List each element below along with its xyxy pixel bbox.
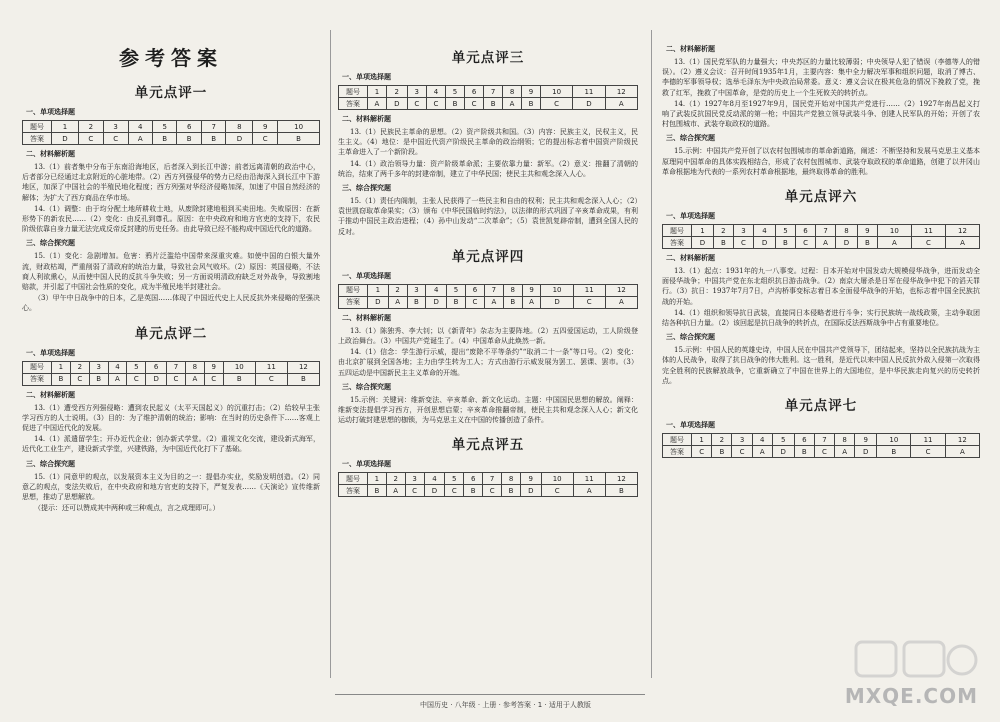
- question-number: 3: [405, 473, 424, 485]
- question-number: 11: [255, 361, 287, 373]
- table-header: 答案: [339, 98, 368, 110]
- answer-cell: B: [447, 296, 466, 308]
- question-number: 8: [226, 121, 253, 133]
- section-heading: 三、综合探究题: [342, 184, 391, 193]
- question-number: 7: [166, 361, 185, 373]
- question-number: 11: [573, 86, 605, 98]
- number-row: [23, 121, 320, 133]
- answer-paragraph: 14.（1）调整：由于均分配土地所耕收土地，从废除封建地租到买卖田地。失败原因：在新形势下的新农民……（2）变化：由反孔到尊孔。原因：在中央政府和地方官吏的支持下，农民阶级依靠自身力量无法完成反帝反封建的历史任务。由此导致已经不能构成中国近代化的道路。: [22, 204, 320, 234]
- section-heading: 二、材料解析题: [342, 313, 391, 322]
- answer-cell: C: [795, 237, 815, 249]
- question-number: 4: [128, 121, 152, 133]
- question-number: 3: [103, 121, 128, 133]
- table-header: 答案: [663, 237, 692, 249]
- answer-cell: C: [465, 296, 484, 308]
- answer-cell: C: [70, 373, 89, 385]
- question-number: 10: [541, 284, 573, 296]
- question-number: 8: [186, 361, 205, 373]
- column-divider: [651, 30, 652, 678]
- answer-cell: C: [911, 237, 945, 249]
- section-heading: 二、材料解析题: [666, 45, 715, 53]
- question-number: 12: [605, 86, 637, 98]
- answer-table: [338, 85, 638, 110]
- section-heading: 一、单项选择题: [666, 212, 715, 221]
- answer-paragraph: 14.（1）1927年8月至1927年9月，国民党开始对中国共产党进行……（2）1927年南昌起义打响了武装反抗国民党反动派的第一枪；中国共产党独立领导武装斗争、创建人民军队的开始；开创了农村包围城市、武装夺取政权的道路。: [662, 99, 980, 129]
- question-number: 7: [816, 225, 836, 237]
- unit-title: 单元点评二: [134, 325, 208, 342]
- section-heading: 二、材料解析题: [666, 254, 715, 263]
- question-number: 6: [795, 225, 815, 237]
- question-number: 3: [732, 434, 752, 446]
- answer-cell: A: [485, 296, 504, 308]
- answer-cell: A: [108, 373, 127, 385]
- question-number: 4: [752, 434, 772, 446]
- answer-paragraph: 13.（1）民族民主革命的思想。（2）资产阶级共和国。（3）内容：民族主义，民权主义，民生主义。（4）地位：是中国近代资产阶级民主革命的政治纲领；它的提出标志着中国资产阶级民主革命进入了一个新阶段。: [338, 128, 638, 157]
- footer-divider: [335, 694, 645, 695]
- answer-cell: A: [835, 446, 855, 458]
- question-number: 8: [836, 225, 858, 237]
- question-number: 2: [712, 434, 732, 446]
- question-number: 5: [447, 284, 466, 296]
- question-number: 2: [386, 473, 405, 485]
- answer-cell: A: [503, 98, 522, 110]
- answer-cell: A: [752, 446, 772, 458]
- column-2: [338, 32, 638, 682]
- question-number: 5: [772, 434, 794, 446]
- answer-paragraph: 14.（1）政治领导力量：资产阶级革命派；主要依靠力量：新军。（2）意义：推翻了清朝的统治，结束了两千多年的封建帝制，建立了中华民国；使民主共和观念深入人心。: [338, 159, 638, 178]
- question-number: 4: [426, 86, 445, 98]
- answer-paragraph: 13.（1）遭受西方列强侵略：遭到农民起义（太平天国起义）的沉重打击；（2）给较早主张学习西方的人士说明。（3）目的：为了维护清朝的统治；影响：在当时的历史条件下……客观上促进了中国近代化的发展。: [22, 403, 320, 433]
- table-header: 题号: [23, 361, 52, 373]
- question-number: 10: [877, 434, 911, 446]
- section-heading: 三、综合探究题: [342, 382, 391, 391]
- column-3: [662, 40, 980, 682]
- question-number: 9: [857, 225, 877, 237]
- answer-cell: D: [426, 296, 447, 308]
- watermark-text: MXQE.COM: [844, 684, 978, 708]
- table-header: 答案: [663, 446, 692, 458]
- question-number: 11: [911, 225, 945, 237]
- question-number: 11: [911, 434, 945, 446]
- answer-cell: D: [855, 446, 877, 458]
- answer-cell: B: [502, 485, 521, 497]
- answer-cell: C: [911, 446, 945, 458]
- answer-cell: A: [522, 296, 541, 308]
- answer-cell: C: [573, 296, 605, 308]
- table-header: 答案: [339, 485, 368, 497]
- answer-cell: D: [541, 296, 573, 308]
- answer-paragraph: （3）甲午中日战争中的日本，乙是英国……体现了中国近代史上人民反抗外来侵略的坚强决心。: [22, 294, 320, 313]
- answer-paragraph: 13.（1）陈独秀、李大钊；以《新青年》杂志为主要阵地。（2）五四爱国运动，工人阶级登上政治舞台。（3）中国共产党诞生了。（4）中国革命从此焕然一新。: [338, 326, 638, 346]
- number-row: [663, 225, 980, 237]
- question-number: 1: [368, 473, 387, 485]
- section-heading: 一、单项选择题: [342, 460, 391, 469]
- question-number: 4: [426, 284, 447, 296]
- answer-cell: C: [166, 373, 185, 385]
- section-heading: 一、单项选择题: [666, 421, 715, 430]
- question-number: 6: [177, 121, 201, 133]
- answer-cell: A: [945, 237, 979, 249]
- answer-cell: B: [177, 133, 201, 145]
- answer-cell: A: [128, 133, 152, 145]
- question-number: 10: [223, 361, 255, 373]
- answer-cell: A: [386, 485, 405, 497]
- question-number: 2: [713, 225, 733, 237]
- section-heading: 二、材料解析题: [26, 150, 75, 158]
- question-number: 8: [502, 473, 521, 485]
- answer-cell: B: [278, 133, 320, 145]
- answer-row: [23, 373, 320, 385]
- question-number: 8: [835, 434, 855, 446]
- answer-cell: D: [368, 296, 389, 308]
- question-number: 6: [465, 86, 484, 98]
- answer-cell: B: [503, 296, 522, 308]
- question-number: 3: [89, 361, 108, 373]
- answer-paragraph: 15.（1）同意甲的观点，以发展资本主义为目的之一：提倡办实业，奖励发明创造。（2）同意乙的观点，变法失败后，在中央政府和地方官吏的支持下，严复发表……《天演论》宣传维新思想，推动了思想解放。: [22, 472, 320, 502]
- number-row: [339, 284, 638, 296]
- question-number: 8: [503, 284, 522, 296]
- question-number: 8: [503, 86, 522, 98]
- answer-row: [339, 296, 638, 308]
- question-number: 5: [127, 361, 146, 373]
- unit-title: 单元点评六: [784, 189, 858, 206]
- answer-cell: C: [541, 485, 573, 497]
- question-number: 7: [485, 284, 504, 296]
- answer-paragraph: 14.（1）信念：学生游行示威，提出“废除不平等条约”“取消二十一条”等口号。（2）变化：由北京扩展到全国各地；主力由学生转为工人；方式由游行示威发展为罢工、罢课、罢市。（3）五四运动是中国新民主主义革命的开端。: [338, 348, 638, 377]
- question-number: 9: [522, 284, 541, 296]
- answer-row: [339, 485, 638, 497]
- answer-cell: C: [405, 485, 424, 497]
- number-row: [663, 434, 980, 446]
- question-number: 5: [152, 121, 176, 133]
- answer-paragraph: 15.示例：中国人民的英雄史诗，中国人民在中国共产党领导下，团结起来，坚持以全民族抗战为主体的人民战争，取得了抗日战争的伟大胜利。这一胜利，是近代以来中国人民反抗外敌入侵第一次取得完全胜利的民族解放战争，它重新确立了中国在世界上的大国地位，是中华民族走向复兴的历史转折点。: [662, 346, 980, 385]
- answer-paragraph: 15.（1）变化：急剧增加。危害：鸦片泛滥给中国带来深重灾难。如使中国的白银大量外流，财政枯竭，严重削弱了清政府的统治力量，导致社会风气败坏。（2）原因：英国侵略，不法商人利欲熏心，从而使中国人民的反抗斗争失败；另一方面说明清政府缺乏对外战争，导致割地赔款，并引起了中国社会性质的变化，成为半殖民地半封建社会。: [22, 252, 320, 292]
- question-number: 10: [540, 86, 572, 98]
- question-number: 7: [201, 121, 225, 133]
- section-heading: 三、综合探究题: [26, 459, 75, 468]
- answer-cell: A: [605, 98, 637, 110]
- answer-cell: A: [388, 296, 407, 308]
- answer-cell: B: [287, 373, 319, 385]
- answer-cell: B: [794, 446, 814, 458]
- answer-paragraph: 13.（1）起点：1931年的九一八事变。过程：日本开始对中国发动大规模侵华战争，进而发动全面侵华战争；中国共产党在东北组织抗日游击战争。（2）南京大屠杀是日军在侵华战争中犯下的滔天罪行。（3）抗日：1937年7月7日，卢沟桥事变标志着日本全面侵华战争的开始，也标志着中国全民族抗战的开始。: [662, 267, 980, 306]
- answer-paragraph: 13.（1）前者集中分布于东南沿海地区，后者深入到长江中游；前者远离清朝的政治中心，后者部分已经通过北京附近的心脏地带。（2）西方列强侵华的势力已经由沿海深入到长江中下游地区，加深了中国社会的半殖民地化程度；西方列强对华经济侵略加深，加速了中国自然经济的解体；为扩大了西方商品在华市场。: [22, 163, 320, 202]
- question-number: 2: [78, 121, 103, 133]
- question-number: 3: [407, 284, 426, 296]
- question-number: 1: [368, 284, 389, 296]
- answer-cell: D: [52, 133, 79, 145]
- table-header: 题号: [663, 434, 692, 446]
- answer-cell: D: [754, 237, 776, 249]
- answer-cell: B: [713, 237, 733, 249]
- answer-cell: B: [484, 98, 503, 110]
- question-number: 5: [446, 86, 465, 98]
- answer-cell: A: [368, 98, 387, 110]
- table-header: 答案: [23, 133, 52, 145]
- section-heading: 三、综合探究题: [26, 239, 75, 248]
- table-header: 答案: [23, 373, 52, 385]
- question-number: 10: [278, 121, 320, 133]
- section-heading: 一、单项选择题: [342, 73, 391, 81]
- unit-title: 单元点评五: [451, 437, 525, 454]
- answer-cell: C: [103, 133, 128, 145]
- answer-table: [22, 120, 320, 145]
- answer-paragraph: 15.示例：关键词：维新变法、辛亥革命、新文化运动。主题：中国国民思想的解放。阐释：维新变法提倡学习西方，开创思想启蒙；辛亥革命推翻帝制，使民主共和观念深入人心；新文化运动打破封建思想的枷锁，为马克思主义在中国的传播创造了条件。: [338, 395, 638, 425]
- answer-cell: C: [540, 98, 572, 110]
- answer-cell: B: [407, 296, 426, 308]
- answer-cell: B: [877, 446, 911, 458]
- answer-cell: C: [732, 446, 752, 458]
- table-header: 题号: [339, 473, 368, 485]
- column-divider: [330, 30, 331, 678]
- answer-cell: C: [127, 373, 146, 385]
- question-number: 6: [794, 434, 814, 446]
- question-number: 12: [945, 434, 979, 446]
- answer-cell: C: [465, 98, 484, 110]
- answer-paragraph: 14.（1）组织和领导抗日武装，直接同日本侵略者进行斗争；实行民族统一战线政策，主动争取团结各种抗日力量。（2）该回起是抗日战争的转折点，在国际反法西斯战争中占有重要地位。: [662, 308, 980, 328]
- answer-cell: D: [226, 133, 253, 145]
- answer-cell: C: [407, 98, 426, 110]
- question-number: 3: [407, 86, 426, 98]
- question-number: 1: [52, 121, 79, 133]
- question-number: 12: [605, 284, 637, 296]
- answer-cell: B: [201, 133, 225, 145]
- answer-table: [338, 472, 638, 497]
- question-number: 12: [287, 361, 319, 373]
- question-number: 1: [692, 225, 714, 237]
- question-number: 4: [754, 225, 776, 237]
- answer-cell: A: [605, 296, 637, 308]
- section-heading: 一、单项选择题: [342, 271, 391, 280]
- question-number: 4: [108, 361, 127, 373]
- table-header: 题号: [339, 86, 368, 98]
- question-number: 7: [814, 434, 834, 446]
- answer-cell: C: [483, 485, 502, 497]
- answer-cell: D: [424, 485, 445, 497]
- answer-cell: B: [712, 446, 732, 458]
- answer-cell: D: [573, 98, 605, 110]
- answer-cell: C: [78, 133, 103, 145]
- answer-cell: C: [253, 133, 278, 145]
- answer-cell: B: [605, 485, 637, 497]
- answer-cell: D: [692, 237, 714, 249]
- section-heading: 三、综合探究题: [666, 134, 715, 143]
- unit-title: 单元点评三: [451, 50, 525, 66]
- question-number: 6: [464, 473, 483, 485]
- answer-cell: D: [386, 98, 407, 110]
- answer-cell: C: [445, 485, 464, 497]
- unit-title: 单元点评七: [784, 398, 858, 415]
- answer-cell: D: [520, 485, 541, 497]
- answer-cell: B: [857, 237, 877, 249]
- answer-cell: A: [816, 237, 836, 249]
- answer-cell: C: [426, 98, 445, 110]
- table-header: 题号: [23, 121, 52, 133]
- section-heading: 二、材料解析题: [342, 115, 391, 123]
- question-number: 9: [855, 434, 877, 446]
- answer-row: [339, 98, 638, 110]
- question-number: 1: [368, 86, 387, 98]
- answer-cell: C: [692, 446, 712, 458]
- answer-paragraph: 15.示例：中国共产党开创了以农村包围城市的革命新道路，阐述：不断坚持和发展马克思主义基本原理同中国革命的具体实践相结合，形成了农村包围城市、武装夺取政权的革命道路，创建了以井冈山革命根据地为代表的一系列农村革命根据地，最终取得革命的胜利。: [662, 147, 980, 176]
- answer-cell: B: [52, 373, 71, 385]
- table-header: 答案: [339, 296, 368, 308]
- answer-row: [23, 133, 320, 145]
- question-number: 6: [146, 361, 167, 373]
- number-row: [23, 361, 320, 373]
- question-number: 5: [775, 225, 795, 237]
- answer-cell: B: [446, 98, 465, 110]
- answer-row: [663, 446, 980, 458]
- answer-cell: A: [877, 237, 911, 249]
- question-number: 9: [253, 121, 278, 133]
- answer-paragraph: （提示：还可以赞成其中两种或三种观点，言之成理即可。）: [34, 504, 220, 513]
- question-number: 6: [465, 284, 484, 296]
- unit-title: 单元点评一: [134, 85, 208, 101]
- section-heading: 一、单项选择题: [26, 348, 75, 357]
- question-number: 4: [424, 473, 445, 485]
- question-number: 5: [445, 473, 464, 485]
- question-number: 1: [52, 361, 71, 373]
- column-1: [22, 32, 320, 682]
- answer-cell: C: [733, 237, 753, 249]
- question-number: 2: [70, 361, 89, 373]
- number-row: [339, 86, 638, 98]
- question-number: 9: [204, 361, 223, 373]
- answer-cell: A: [945, 446, 979, 458]
- question-number: 2: [386, 86, 407, 98]
- question-number: 11: [573, 284, 605, 296]
- answer-table: [662, 433, 980, 458]
- answer-cell: B: [464, 485, 483, 497]
- section-heading: 一、单项选择题: [26, 108, 75, 116]
- answer-cell: C: [255, 373, 287, 385]
- section-heading: 二、材料解析题: [26, 390, 75, 399]
- question-number: 9: [522, 86, 541, 98]
- answer-cell: C: [204, 373, 223, 385]
- answer-row: [663, 237, 980, 249]
- question-number: 10: [877, 225, 911, 237]
- table-header: 题号: [663, 225, 692, 237]
- page-footer: 中国历史 · 八年级 · 上册 · 参考答案 · 1 · 适用于人教版: [420, 701, 591, 709]
- answer-cell: B: [223, 373, 255, 385]
- question-number: 7: [484, 86, 503, 98]
- question-number: 9: [520, 473, 541, 485]
- question-number: 12: [605, 473, 637, 485]
- answer-table: [338, 284, 638, 309]
- question-number: 2: [388, 284, 407, 296]
- answer-cell: B: [775, 237, 795, 249]
- question-number: 3: [733, 225, 753, 237]
- question-number: 12: [945, 225, 979, 237]
- answer-cell: D: [836, 237, 858, 249]
- answer-table: [22, 361, 320, 386]
- answer-cell: C: [814, 446, 834, 458]
- answer-paragraph: 13.（1）国民党军队的力量强大；中央苏区的力量比较薄弱；中央领导人犯了错误（李德等人的错误）。（2）遵义会议：召开时间1935年1月，主要内容：集中全力解决军事和组织问题，取消了博古、李德的军事领导权；选举毛泽东为中央政治局常委。意义：遵义会议在极其危急的情况下挽救了党，挽救了红军，挽救了中国革命，是党的历史上一个生死攸关的转折点。: [662, 58, 980, 97]
- answer-cell: A: [186, 373, 205, 385]
- question-number: 10: [541, 473, 573, 485]
- answer-cell: D: [772, 446, 794, 458]
- page-title: 参考答案: [119, 46, 223, 70]
- table-header: 题号: [339, 284, 368, 296]
- answer-paragraph: 14.（1）派遣留学生；开办近代企业；创办新式学堂。（2）重视文化交流，建设新式海军，近代化工业生产，建设新式学堂，兴建铁路，为中国近代化打下了基础。: [22, 435, 320, 454]
- answer-cell: D: [146, 373, 167, 385]
- unit-title: 单元点评四: [451, 248, 525, 265]
- answer-paragraph: 15.（1）责任内阁制，主张人民获得了一些民主和自由的权利；民主共和观念深入人心；（2）袁世凯窃取革命果实；（3）颁布《中华民国临时约法》，以法律的形式巩固了辛亥革命成果，有利于推动中国民主政治进程；（4）孙中山发动“二次革命”；（5）袁世凯复辟帝制，遭到全国人民的反对。: [338, 197, 638, 236]
- question-number: 7: [483, 473, 502, 485]
- answer-cell: B: [368, 485, 387, 497]
- question-number: 1: [692, 434, 712, 446]
- answer-cell: B: [152, 133, 176, 145]
- number-row: [339, 473, 638, 485]
- answer-cell: B: [89, 373, 108, 385]
- answer-table: [662, 224, 980, 249]
- answer-cell: A: [573, 485, 605, 497]
- answer-cell: B: [522, 98, 541, 110]
- question-number: 11: [573, 473, 605, 485]
- section-heading: 三、综合探究题: [666, 333, 715, 342]
